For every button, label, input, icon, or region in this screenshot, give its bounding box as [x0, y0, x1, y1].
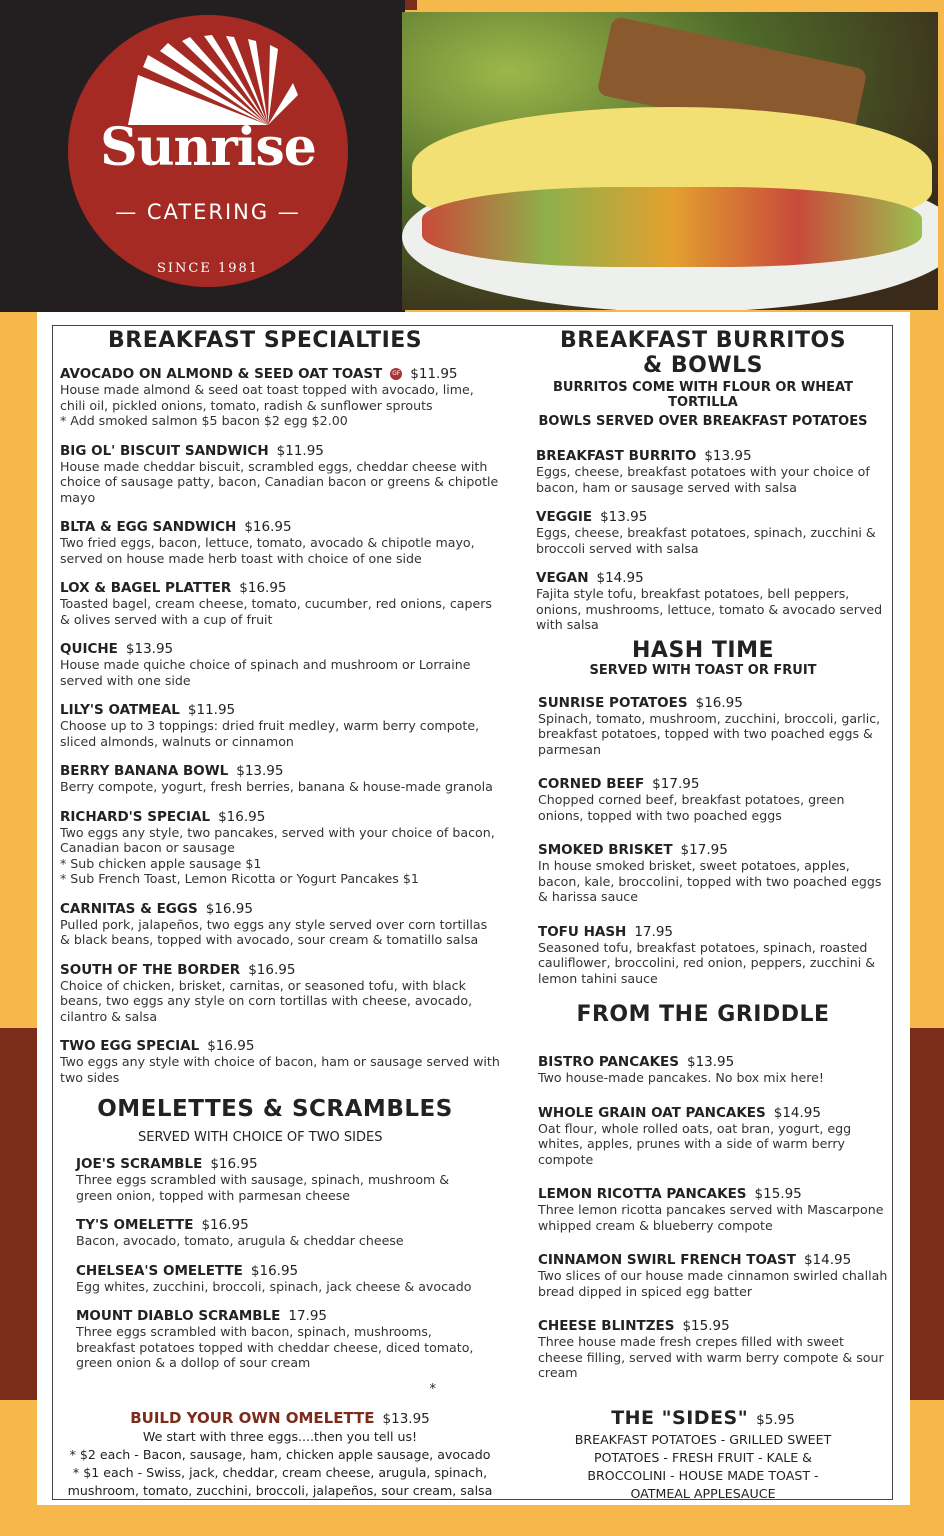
- menu-item: [76, 1153, 480, 1203]
- build-line: * $2 each - Bacon, sausage, ham, chicken apple sausage, avocado: [69, 1446, 491, 1462]
- item-name: SMOKED BRISKET: [538, 842, 673, 858]
- item-description: House made quiche choice of spinach and mushroom or Lorraine served with one side: [60, 657, 471, 688]
- item-note: * Sub French Toast, Lemon Ricotta or Yogurt Pancakes $1: [60, 871, 419, 886]
- sunburst-icon: [108, 35, 308, 125]
- item-name: BIG OL' BISCUIT SANDWICH: [60, 442, 269, 459]
- brand-subtitle: — CATERING —: [115, 200, 301, 224]
- right-column: [518, 328, 888, 1503]
- menu-item: [60, 1035, 500, 1085]
- item-name: BISTRO PANCAKES: [538, 1054, 679, 1070]
- item-description: Eggs, cheese, breakfast potatoes, spinach, zucchini & broccoli served with salsa: [536, 525, 876, 556]
- item-description: Three eggs scrambled with sausage, spinach, mushroom & green onion, topped with parmesan cheese: [76, 1172, 450, 1203]
- item-price: $14.95: [596, 570, 644, 586]
- build-price: $13.95: [382, 1410, 430, 1427]
- item-name: CHEESE BLINTZES: [538, 1318, 675, 1334]
- item-note: * Sub chicken apple sausage $1: [60, 855, 262, 871]
- item-description: Two fried eggs, bacon, lettuce, tomato, avocado & chipotle mayo, served on house made herb toast with choice of one side: [60, 535, 475, 566]
- hash-title: HASH TIME: [632, 637, 774, 663]
- item-description: Two eggs any style with choice of bacon, ham or sausage served with two sides: [60, 1054, 500, 1085]
- item-price: 17.95: [288, 1308, 328, 1324]
- accent-strip: [405, 0, 417, 10]
- menu-item: [538, 839, 888, 905]
- item-price: $16.95: [205, 900, 253, 917]
- menu-item: [536, 445, 888, 495]
- item-name: BLTA & EGG SANDWICH: [60, 519, 237, 535]
- item-name: TWO EGG SPECIAL: [60, 1038, 200, 1054]
- item-price: $16.95: [218, 808, 266, 825]
- item-name: SOUTH OF THE BORDER: [60, 961, 241, 978]
- item-price: $13.95: [686, 1054, 735, 1070]
- item-price: $16.95: [201, 1217, 249, 1233]
- item-price: $14.95: [803, 1252, 852, 1268]
- menu-item: [538, 773, 888, 823]
- item-name: WHOLE GRAIN OAT PANCAKES: [538, 1104, 766, 1121]
- item-price: 17.95: [634, 923, 673, 940]
- menu-item: [538, 1183, 888, 1233]
- item-price: $16.95: [239, 580, 287, 596]
- item-description: Spinach, tomato, mushroom, zucchini, broccoli, garlic, breakfast potatoes, topped with two poached eggs & parmesan: [538, 710, 881, 757]
- item-price: $16.95: [207, 1038, 255, 1054]
- item-name: BREAKFAST BURRITO: [536, 448, 697, 464]
- item-description: Two house-made pancakes. No box mix here!: [538, 1070, 824, 1085]
- item-name: CORNED BEEF: [538, 776, 645, 792]
- sides-title: THE "SIDES": [611, 1406, 749, 1429]
- item-name: CARNITAS & EGGS: [60, 900, 198, 917]
- hash-list: [518, 692, 888, 987]
- item-name: TOFU HASH: [538, 923, 627, 940]
- item-price: $13.95: [600, 509, 648, 525]
- item-price: $13.95: [125, 641, 174, 657]
- left-column: [60, 328, 500, 1500]
- item-name: BERRY BANANA BOWL: [60, 763, 229, 779]
- item-description: Berry compote, yogurt, fresh berries, banana & house-made granola: [60, 779, 493, 794]
- item-description: Fajita style tofu, breakfast potatoes, bell peppers, onions, mushrooms, lettuce, tomato & avocado served with salsa: [536, 586, 883, 632]
- menu-item: [76, 1305, 480, 1371]
- brand-since: SINCE 1981: [156, 261, 260, 276]
- menu-item: [536, 567, 888, 633]
- item-description: In house smoked brisket, sweet potatoes, apples, bacon, kale, broccolini, topped with two poached eggs & harissa sauce: [538, 858, 882, 904]
- menu-item: [538, 1102, 888, 1168]
- item-description: House made almond & seed oat toast topped with avocado, lime, chili oil, pickled onions, tomato, radish & sunflower sprouts: [60, 382, 474, 413]
- menu-item: [60, 898, 500, 948]
- item-description: Seasoned tofu, breakfast potatoes, spinach, roasted cauliflower, broccolini, red onion, peppers, zucchini & lemon tahini sauce: [538, 939, 876, 986]
- menu-item: [536, 506, 888, 556]
- item-description: Bacon, avocado, tomato, arugula & cheddar cheese: [76, 1233, 404, 1248]
- item-name: CHELSEA'S OMELETTE: [76, 1262, 243, 1279]
- item-name: RICHARD'S SPECIAL: [60, 808, 211, 825]
- item-name: AVOCADO ON ALMOND & SEED OAT TOAST: [60, 366, 383, 382]
- omelettes-list: [60, 1153, 480, 1371]
- menu-item: [538, 921, 888, 987]
- item-description: Two eggs any style, two pancakes, served with your choice of bacon, Canadian bacon or sausage: [60, 824, 495, 855]
- item-name: LILY'S OATMEAL: [60, 702, 180, 718]
- item-description: Chopped corned beef, breakfast potatoes, green onions, topped with two poached eggs: [538, 792, 845, 823]
- hash-subtitle: SERVED WITH TOAST OR FRUIT: [589, 662, 817, 678]
- item-price: $13.95: [704, 448, 752, 464]
- bowls-subtitle: BOWLS SERVED OVER BREAKFAST POTATOES: [538, 414, 868, 429]
- item-name: LOX & BAGEL PLATTER: [60, 580, 232, 596]
- build-name: BUILD YOUR OWN OMELETTE: [130, 1408, 375, 1427]
- item-name: SUNRISE POTATOES: [538, 694, 688, 711]
- item-name: QUICHE: [60, 641, 118, 657]
- item-price: $16.95: [244, 519, 292, 535]
- item-name: VEGAN: [536, 570, 589, 586]
- item-price: $13.95: [236, 763, 284, 779]
- menu-item: [60, 440, 500, 506]
- build-line: We start with three eggs....then you tell us!: [142, 1428, 418, 1444]
- item-note: * Add smoked salmon $5 bacon $2 egg $2.00: [60, 413, 348, 428]
- menu-item: [538, 692, 888, 758]
- item-description: Two slices of our house made cinnamon swirled challah bread dipped in spiced egg batter: [538, 1268, 888, 1299]
- item-name: MOUNT DIABLO SCRAMBLE: [76, 1308, 281, 1324]
- menu-item: [60, 363, 500, 429]
- menu-item: [60, 516, 500, 566]
- menu-item: [60, 638, 500, 688]
- item-description: Egg whites, zucchini, broccoli, spinach, jack cheese & avocado: [76, 1278, 472, 1294]
- sides-desc: BREAKFAST POTATOES - GRILLED SWEET POTATOES - FRESH FRUIT - KALE & BROCCOLINI - HOUSE MADE TOAST - OATMEAL APPLESAUCE: [574, 1431, 832, 1501]
- item-name: TY'S OMELETTE: [76, 1217, 194, 1233]
- menu-item: [76, 1214, 480, 1249]
- omelette-photo: [402, 12, 938, 310]
- item-description: Three eggs scrambled with bacon, spinach, mushrooms, breakfast potatoes topped with cheddar cheese, diced tomato, green onion & a dollop of sour cream: [76, 1324, 474, 1370]
- item-price: $17.95: [680, 842, 728, 858]
- item-description: House made cheddar biscuit, scrambled eggs, cheddar cheese with choice of sausage patty, bacon, Canadian bacon or greens & chipotle mayo: [60, 458, 499, 505]
- item-price: $16.95: [210, 1156, 258, 1172]
- specialties-list: [60, 363, 500, 1085]
- item-description: Choose up to 3 toppings: dried fruit medley, warm berry compote, sliced almonds, walnuts or cinnamon: [60, 718, 480, 749]
- item-price: $16.95: [695, 694, 743, 711]
- menu-item: [538, 1051, 888, 1086]
- menu-item: [60, 760, 500, 795]
- item-description: Oat flour, whole rolled oats, oat bran, yogurt, egg whites, apples, prunes with a side of warm berry compote: [538, 1120, 852, 1167]
- build-omelette: [60, 1409, 500, 1500]
- specialties-title: BREAKFAST SPECIALTIES: [108, 328, 423, 353]
- griddle-title: FROM THE GRIDDLE: [576, 1002, 830, 1027]
- item-price: $16.95: [248, 961, 296, 978]
- item-price: $11.95: [276, 442, 324, 459]
- griddle-list: [518, 1051, 888, 1381]
- menu-item: [60, 577, 500, 627]
- menu-item: [538, 1315, 888, 1381]
- item-name: LEMON RICOTTA PANCAKES: [538, 1186, 747, 1202]
- item-description: Three house made fresh crepes filled with sweet cheese filling, served with warm berry compote & sour cream: [538, 1334, 884, 1380]
- item-name: VEGGIE: [536, 509, 593, 525]
- sunrise-logo: [68, 15, 348, 287]
- sides-price: $5.95: [756, 1411, 795, 1428]
- item-price: $17.95: [652, 776, 700, 792]
- asterisk: *: [429, 1381, 436, 1397]
- item-price: $16.95: [250, 1262, 299, 1279]
- omelettes-subtitle: SERVED WITH CHOICE OF TWO SIDES: [138, 1130, 383, 1145]
- menu-item: [60, 699, 500, 749]
- menu-item: [538, 1249, 888, 1299]
- burritos-title-2: & BOWLS: [643, 353, 763, 378]
- burritos-list: [518, 445, 888, 633]
- item-description: Choice of chicken, brisket, carnitas, or seasoned tofu, with black beans, two eggs any style on corn tortillas with cheese, avocado, cilantro & salsa: [60, 977, 473, 1024]
- menu-item: [60, 806, 500, 887]
- menu-item: [60, 959, 500, 1025]
- item-description: Pulled pork, jalapeños, two eggs any style served over corn tortillas & black beans, topped with avocado, sour cream & tomatillo salsa: [60, 916, 488, 947]
- item-price: $14.95: [773, 1104, 821, 1121]
- item-name: CINNAMON SWIRL FRENCH TOAST: [538, 1252, 796, 1268]
- item-price: $15.95: [754, 1186, 802, 1202]
- item-description: Toasted bagel, cream cheese, tomato, cucumber, red onions, capers & olives served with a cup of fruit: [60, 596, 492, 627]
- burritos-title: BREAKFAST BURRITOS: [559, 328, 847, 353]
- item-price: $11.95: [410, 366, 458, 382]
- omelettes-title: OMELETTES & SCRAMBLES: [97, 1096, 453, 1122]
- item-price: $15.95: [682, 1318, 730, 1334]
- gluten-free-badge: GF: [390, 368, 402, 380]
- brand-name: Sunrise: [100, 117, 316, 178]
- item-description: Three lemon ricotta pancakes served with Mascarpone whipped cream & blueberry compote: [538, 1202, 884, 1233]
- item-name: JOE'S SCRAMBLE: [76, 1156, 203, 1172]
- burritos-subtitle: BURRITOS COME WITH FLOUR OR WHEAT TORTILLA: [553, 380, 853, 410]
- build-line: * $1 each - Swiss, jack, cheddar, cream cheese, arugula, spinach, mushroom, tomato, zucchini, broccoli, jalapeños, sour cream, salsa: [67, 1464, 493, 1498]
- sides-section: [518, 1407, 888, 1503]
- menu-item: [76, 1260, 480, 1295]
- item-description: Eggs, cheese, breakfast potatoes with your choice of bacon, ham or sausage served with salsa: [536, 464, 870, 495]
- item-price: $11.95: [187, 702, 236, 718]
